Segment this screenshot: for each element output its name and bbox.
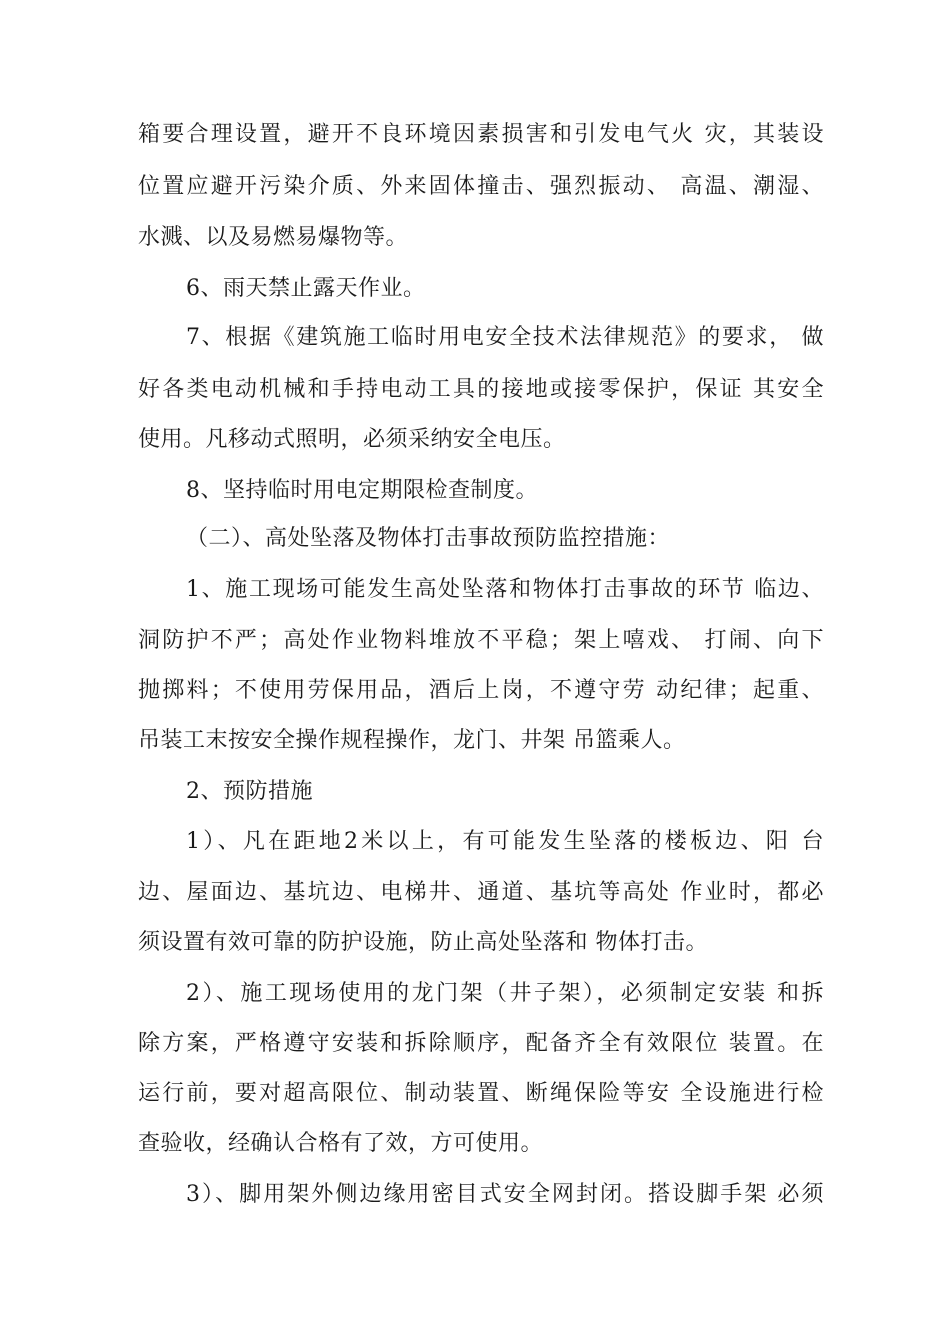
text-line: 7、根据《建筑施工临时用电安全技术法律规范》的要求， 做 <box>186 325 824 350</box>
text-line: 除方案，严格遵守安装和拆除顺序，配备齐全有效限位 装置。在 <box>138 1031 824 1056</box>
subheading: 2、预防措施 <box>186 779 313 804</box>
section-heading: （二）、高处坠落及物体打击事故预防监控措施： <box>186 526 671 551</box>
text-line: 8、坚持临时用电定期限检查制度。 <box>186 478 538 503</box>
text-line: 运行前，要对超高限位、制动装置、断绳保险等安 全设施进行检 <box>138 1081 824 1106</box>
text-line: 使用。凡移动式照明，必须采纳安全电压。 <box>138 427 566 452</box>
text-line: 洞防护不严；高处作业物料堆放不平稳；架上嘻戏、 打闹、向下 <box>138 628 824 653</box>
text-line: 1、施工现场可能发生高处坠落和物体打击事故的环节 临边、 <box>186 577 824 602</box>
text-line: 边、屋面边、基坑边、电梯井、通道、基坑等高处 作业时，都必 <box>138 880 824 905</box>
text-line: 6、雨天禁止露天作业。 <box>186 276 426 301</box>
text-line: 2）、施工现场使用的龙门架（井子架），必须制定安装 和拆 <box>186 981 824 1006</box>
text-line: 吊装工末按安全操作规程操作，龙门、井架 吊篮乘人。 <box>138 728 686 753</box>
text-line: 查验收，经确认合格有了效，方可使用。 <box>138 1131 544 1156</box>
text-line: 抛掷料；不使用劳保用品，酒后上岗，不遵守劳 动纪律；起重、 <box>138 678 824 703</box>
text-line: 3）、脚用架外侧边缘用密目式安全网封闭。搭设脚手架 必须 <box>186 1182 824 1207</box>
text-line: 须设置有效可靠的防护设施，防止高处坠落和 物体打击。 <box>138 930 708 955</box>
text-line: 好各类电动机械和手持电动工具的接地或接零保护，保证 其安全 <box>138 377 824 402</box>
text-line: 水溅、以及易燃易爆物等。 <box>138 225 409 250</box>
text-line: 箱要合理设置，避开不良环境因素损害和引发电气火 灾，其装设 <box>138 122 824 147</box>
text-line: 1）、凡在距地2米以上，有可能发生坠落的楼板边、阳 台 <box>186 829 824 854</box>
text-line: 位置应避开污染介质、外来固体撞击、强烈振动、 高温、潮湿、 <box>138 174 824 199</box>
